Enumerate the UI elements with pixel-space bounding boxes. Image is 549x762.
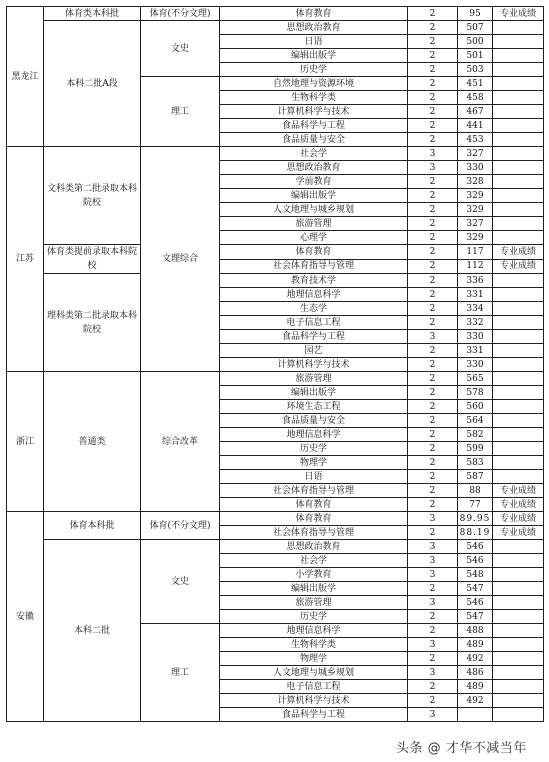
note-cell: 专业成绩 bbox=[493, 484, 544, 498]
note-cell bbox=[493, 21, 544, 35]
years-cell: 2 bbox=[408, 217, 458, 231]
score-cell: 546 bbox=[458, 554, 493, 568]
major-cell: 地理信息科学 bbox=[220, 288, 408, 302]
table-row bbox=[7, 512, 544, 526]
major-cell: 食品科学与工程 bbox=[220, 708, 408, 722]
category-cell: 体育(不分文理) bbox=[141, 512, 220, 540]
note-cell bbox=[493, 189, 544, 203]
major-cell: 历史学 bbox=[220, 610, 408, 624]
score-cell: 458 bbox=[458, 91, 493, 105]
note-cell bbox=[493, 217, 544, 231]
note-cell bbox=[493, 175, 544, 189]
note-cell bbox=[493, 386, 544, 400]
note-cell bbox=[493, 610, 544, 624]
batch-cell: 体育类本科批 bbox=[44, 7, 141, 21]
years-cell: 2 bbox=[408, 231, 458, 245]
score-cell: 546 bbox=[458, 540, 493, 554]
category-cell: 综合改革 bbox=[141, 372, 220, 512]
score-cell: 451 bbox=[458, 77, 493, 91]
score-cell: 334 bbox=[458, 302, 493, 316]
major-cell: 历史学 bbox=[220, 63, 408, 77]
score-cell: 500 bbox=[458, 35, 493, 49]
years-cell: 3 bbox=[408, 638, 458, 652]
note-cell bbox=[493, 203, 544, 217]
years-cell: 2 bbox=[408, 400, 458, 414]
note-cell bbox=[493, 680, 544, 694]
score-cell: 112 bbox=[458, 259, 493, 274]
note-cell bbox=[493, 358, 544, 372]
score-cell: 89.95 bbox=[458, 512, 493, 526]
major-cell: 社会体育指导与管理 bbox=[220, 484, 408, 498]
years-cell: 2 bbox=[408, 245, 458, 260]
major-cell: 社会体育指导与管理 bbox=[220, 259, 408, 274]
score-cell: 327 bbox=[458, 147, 493, 161]
score-cell: 336 bbox=[458, 274, 493, 288]
score-cell: 582 bbox=[458, 428, 493, 442]
batch-cell: 普通类 bbox=[44, 372, 141, 512]
note-cell bbox=[493, 400, 544, 414]
major-cell: 食品科学与工程 bbox=[220, 119, 408, 133]
table-row bbox=[7, 21, 544, 35]
major-cell: 电子信息工程 bbox=[220, 316, 408, 330]
years-cell: 2 bbox=[408, 344, 458, 358]
batch-cell: 理科类第二批录取本科院校 bbox=[44, 274, 141, 372]
years-cell: 2 bbox=[408, 372, 458, 386]
note-cell bbox=[493, 147, 544, 161]
note-cell bbox=[493, 652, 544, 666]
score-cell: 503 bbox=[458, 63, 493, 77]
major-cell: 计算机科学与技术 bbox=[220, 694, 408, 708]
years-cell: 2 bbox=[408, 91, 458, 105]
major-cell: 编辑出版学 bbox=[220, 386, 408, 400]
major-cell: 计算机科学与技术 bbox=[220, 105, 408, 119]
years-cell: 3 bbox=[408, 554, 458, 568]
score-cell: 564 bbox=[458, 414, 493, 428]
score-cell: 330 bbox=[458, 161, 493, 175]
major-cell: 编辑出版学 bbox=[220, 189, 408, 203]
major-cell: 体育教育 bbox=[220, 498, 408, 512]
note-cell bbox=[493, 105, 544, 119]
batch-cell: 文科类第二批录取本科院校 bbox=[44, 147, 141, 245]
note-cell bbox=[493, 231, 544, 245]
score-cell: 489 bbox=[458, 638, 493, 652]
note-cell bbox=[493, 63, 544, 77]
major-cell: 体育教育 bbox=[220, 245, 408, 260]
major-cell: 思想政治教育 bbox=[220, 540, 408, 554]
major-cell: 物理学 bbox=[220, 456, 408, 470]
note-cell bbox=[493, 582, 544, 596]
admission-score-document bbox=[6, 6, 543, 722]
major-cell: 环境生态工程 bbox=[220, 400, 408, 414]
score-cell: 547 bbox=[458, 610, 493, 624]
major-cell: 社会体育指导与管理 bbox=[220, 526, 408, 540]
score-cell: 77 bbox=[458, 498, 493, 512]
note-cell bbox=[493, 344, 544, 358]
years-cell: 3 bbox=[408, 330, 458, 344]
note-cell bbox=[493, 470, 544, 484]
years-cell: 2 bbox=[408, 35, 458, 49]
major-cell: 生物科学类 bbox=[220, 638, 408, 652]
score-cell: 587 bbox=[458, 470, 493, 484]
table-row bbox=[7, 540, 544, 554]
years-cell: 2 bbox=[408, 288, 458, 302]
years-cell: 3 bbox=[408, 161, 458, 175]
major-cell: 物理学 bbox=[220, 652, 408, 666]
category-cell: 理工 bbox=[141, 624, 220, 722]
major-cell: 人文地理与城乡规划 bbox=[220, 203, 408, 217]
note-cell: 专业成绩 bbox=[493, 7, 544, 21]
score-cell: 578 bbox=[458, 386, 493, 400]
batch-cell: 体育本科批 bbox=[44, 512, 141, 540]
major-cell: 体育教育 bbox=[220, 7, 408, 21]
years-cell: 3 bbox=[408, 512, 458, 526]
years-cell: 2 bbox=[408, 484, 458, 498]
years-cell: 2 bbox=[408, 456, 458, 470]
score-cell: 329 bbox=[458, 231, 493, 245]
table-row bbox=[7, 372, 544, 386]
years-cell: 3 bbox=[408, 568, 458, 582]
province-cell: 江苏 bbox=[7, 147, 44, 372]
table-row bbox=[7, 147, 544, 161]
years-cell: 2 bbox=[408, 316, 458, 330]
note-cell bbox=[493, 35, 544, 49]
score-cell: 488 bbox=[458, 624, 493, 638]
years-cell: 2 bbox=[408, 21, 458, 35]
table-row bbox=[7, 274, 544, 288]
category-cell: 文史 bbox=[141, 540, 220, 624]
note-cell bbox=[493, 540, 544, 554]
years-cell: 2 bbox=[408, 302, 458, 316]
note-cell bbox=[493, 638, 544, 652]
score-cell: 332 bbox=[458, 316, 493, 330]
score-cell: 331 bbox=[458, 288, 493, 302]
years-cell: 2 bbox=[408, 582, 458, 596]
score-cell: 583 bbox=[458, 456, 493, 470]
years-cell: 2 bbox=[408, 133, 458, 147]
years-cell: 2 bbox=[408, 414, 458, 428]
province-cell: 安徽 bbox=[7, 512, 44, 722]
years-cell: 2 bbox=[408, 259, 458, 274]
batch-cell: 本科二批 bbox=[44, 540, 141, 722]
note-cell: 专业成绩 bbox=[493, 512, 544, 526]
score-cell: 329 bbox=[458, 203, 493, 217]
major-cell: 学前教育 bbox=[220, 175, 408, 189]
years-cell: 2 bbox=[408, 470, 458, 484]
note-cell bbox=[493, 708, 544, 722]
major-cell: 思想政治教育 bbox=[220, 21, 408, 35]
major-cell: 编辑出版学 bbox=[220, 582, 408, 596]
note-cell bbox=[493, 372, 544, 386]
batch-cell: 本科二批A段 bbox=[44, 21, 141, 147]
years-cell: 2 bbox=[408, 652, 458, 666]
years-cell: 2 bbox=[408, 526, 458, 540]
major-cell: 旅游管理 bbox=[220, 217, 408, 231]
years-cell: 2 bbox=[408, 77, 458, 91]
note-cell: 专业成绩 bbox=[493, 498, 544, 512]
major-cell: 地理信息科学 bbox=[220, 428, 408, 442]
score-cell: 117 bbox=[458, 245, 493, 260]
category-cell: 文史 bbox=[141, 21, 220, 77]
note-cell bbox=[493, 456, 544, 470]
years-cell: 2 bbox=[408, 49, 458, 63]
note-cell bbox=[493, 624, 544, 638]
score-cell: 441 bbox=[458, 119, 493, 133]
major-cell: 计算机科学与技术 bbox=[220, 358, 408, 372]
years-cell: 2 bbox=[408, 274, 458, 288]
note-cell bbox=[493, 666, 544, 680]
category-cell: 体育(不分文理) bbox=[141, 7, 220, 21]
watermark-text: 头条 @ 才华不减当年 bbox=[396, 741, 527, 756]
note-cell bbox=[493, 414, 544, 428]
score-cell: 599 bbox=[458, 442, 493, 456]
category-cell: 理工 bbox=[141, 77, 220, 147]
note-cell bbox=[493, 330, 544, 344]
major-cell: 旅游管理 bbox=[220, 596, 408, 610]
major-cell: 社会学 bbox=[220, 147, 408, 161]
major-cell: 小学教育 bbox=[220, 568, 408, 582]
province-cell: 浙江 bbox=[7, 372, 44, 512]
major-cell: 电子信息工程 bbox=[220, 680, 408, 694]
years-cell: 2 bbox=[408, 442, 458, 456]
major-cell: 园艺 bbox=[220, 344, 408, 358]
major-cell: 教育技术学 bbox=[220, 274, 408, 288]
note-cell bbox=[493, 91, 544, 105]
major-cell: 食品质量与安全 bbox=[220, 133, 408, 147]
note-cell bbox=[493, 694, 544, 708]
score-cell: 486 bbox=[458, 666, 493, 680]
score-cell: 492 bbox=[458, 652, 493, 666]
years-cell: 2 bbox=[408, 386, 458, 400]
note-cell bbox=[493, 316, 544, 330]
note-cell bbox=[493, 302, 544, 316]
score-cell bbox=[458, 708, 493, 722]
score-cell: 467 bbox=[458, 105, 493, 119]
major-cell: 心理学 bbox=[220, 231, 408, 245]
score-cell: 489 bbox=[458, 680, 493, 694]
years-cell: 2 bbox=[408, 498, 458, 512]
years-cell: 3 bbox=[408, 708, 458, 722]
note-cell bbox=[493, 133, 544, 147]
years-cell: 2 bbox=[408, 105, 458, 119]
major-cell: 自然地理与资源环境 bbox=[220, 77, 408, 91]
score-cell: 546 bbox=[458, 596, 493, 610]
major-cell: 地理信息科学 bbox=[220, 624, 408, 638]
note-cell: 专业成绩 bbox=[493, 245, 544, 260]
major-cell: 社会学 bbox=[220, 554, 408, 568]
score-cell: 95 bbox=[458, 7, 493, 21]
score-cell: 560 bbox=[458, 400, 493, 414]
years-cell: 3 bbox=[408, 596, 458, 610]
batch-cell: 体育类提前录取本科院校 bbox=[44, 245, 141, 274]
note-cell bbox=[493, 274, 544, 288]
years-cell: 3 bbox=[408, 147, 458, 161]
score-cell: 330 bbox=[458, 358, 493, 372]
years-cell: 2 bbox=[408, 358, 458, 372]
years-cell: 2 bbox=[408, 189, 458, 203]
major-cell: 思想政治教育 bbox=[220, 161, 408, 175]
admission-score-table bbox=[6, 6, 544, 722]
major-cell: 食品科学与工程 bbox=[220, 330, 408, 344]
note-cell bbox=[493, 161, 544, 175]
years-cell: 2 bbox=[408, 428, 458, 442]
score-cell: 331 bbox=[458, 344, 493, 358]
note-cell bbox=[493, 554, 544, 568]
table-row bbox=[7, 7, 544, 21]
major-cell: 人文地理与城乡规划 bbox=[220, 666, 408, 680]
major-cell: 日语 bbox=[220, 35, 408, 49]
major-cell: 生态学 bbox=[220, 302, 408, 316]
years-cell: 2 bbox=[408, 624, 458, 638]
years-cell: 2 bbox=[408, 7, 458, 21]
score-cell: 547 bbox=[458, 582, 493, 596]
province-cell: 黑龙江 bbox=[7, 7, 44, 147]
score-cell: 501 bbox=[458, 49, 493, 63]
note-cell: 专业成绩 bbox=[493, 259, 544, 274]
major-cell: 历史学 bbox=[220, 442, 408, 456]
score-cell: 328 bbox=[458, 175, 493, 189]
major-cell: 日语 bbox=[220, 470, 408, 484]
years-cell: 2 bbox=[408, 203, 458, 217]
score-cell: 330 bbox=[458, 330, 493, 344]
years-cell: 2 bbox=[408, 63, 458, 77]
years-cell: 2 bbox=[408, 175, 458, 189]
note-cell bbox=[493, 596, 544, 610]
note-cell bbox=[493, 288, 544, 302]
score-cell: 507 bbox=[458, 21, 493, 35]
years-cell: 3 bbox=[408, 666, 458, 680]
years-cell: 2 bbox=[408, 119, 458, 133]
score-cell: 492 bbox=[458, 694, 493, 708]
major-cell: 旅游管理 bbox=[220, 372, 408, 386]
note-cell bbox=[493, 119, 544, 133]
years-cell: 2 bbox=[408, 694, 458, 708]
score-cell: 88.19 bbox=[458, 526, 493, 540]
category-cell: 文理综合 bbox=[141, 147, 220, 372]
score-cell: 565 bbox=[458, 372, 493, 386]
note-cell bbox=[493, 568, 544, 582]
score-cell: 88 bbox=[458, 484, 493, 498]
score-cell: 327 bbox=[458, 217, 493, 231]
years-cell: 2 bbox=[408, 610, 458, 624]
note-cell bbox=[493, 428, 544, 442]
score-cell: 548 bbox=[458, 568, 493, 582]
major-cell: 生物科学类 bbox=[220, 91, 408, 105]
score-cell: 329 bbox=[458, 189, 493, 203]
years-cell: 3 bbox=[408, 540, 458, 554]
note-cell: 专业成绩 bbox=[493, 526, 544, 540]
note-cell bbox=[493, 77, 544, 91]
major-cell: 编辑出版学 bbox=[220, 49, 408, 63]
major-cell: 体育教育 bbox=[220, 512, 408, 526]
table-row bbox=[7, 245, 544, 260]
note-cell bbox=[493, 49, 544, 63]
score-cell: 453 bbox=[458, 133, 493, 147]
years-cell: 2 bbox=[408, 680, 458, 694]
note-cell bbox=[493, 442, 544, 456]
major-cell: 食品质量与安全 bbox=[220, 414, 408, 428]
